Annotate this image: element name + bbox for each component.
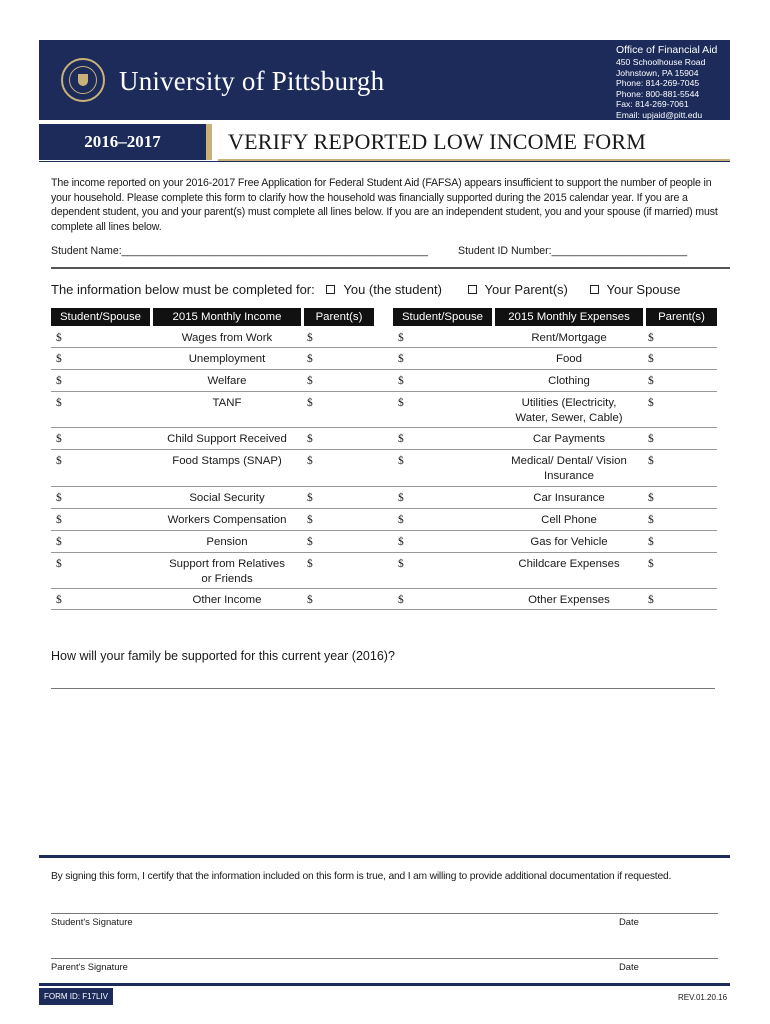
income-label: Food Stamps (SNAP) <box>172 455 282 467</box>
student-expense-field[interactable]: $ <box>398 492 404 504</box>
office-fax: Fax: 814-269-7061 <box>616 99 689 110</box>
revision: REV.01.20.16 <box>678 993 728 1002</box>
student-income-field[interactable]: $ <box>56 455 62 467</box>
student-expense-field[interactable]: $ <box>398 514 404 526</box>
parent-expense-field[interactable]: $ <box>648 594 654 606</box>
expense-label: Cell Phone <box>541 514 597 526</box>
office-address-1: 450 Schoolhouse Road <box>616 57 706 67</box>
student-income-field[interactable]: $ <box>56 332 62 344</box>
income-label: Wages from Work <box>181 332 273 344</box>
table-row <box>51 531 717 553</box>
parent-signature-line[interactable] <box>51 958 718 959</box>
student-expense-field[interactable]: $ <box>398 397 404 409</box>
office-email: Email: upjaid@pitt.edu <box>616 109 703 120</box>
signature-divider <box>39 855 730 858</box>
header-monthly-income: 2015 Monthly Income <box>153 308 301 326</box>
student-expense-field[interactable]: $ <box>398 375 404 387</box>
parent-expense-field[interactable]: $ <box>648 397 654 409</box>
option-spouse[interactable]: Your Spouse <box>590 282 681 297</box>
income-label: Unemployment <box>188 353 266 365</box>
parent-income-field[interactable]: $ <box>307 375 313 387</box>
student-income-field[interactable]: $ <box>56 433 62 445</box>
checkbox-parents[interactable] <box>468 285 477 294</box>
expense-label: Rent/Mortgage <box>531 332 607 344</box>
parent-income-field[interactable]: $ <box>307 558 313 570</box>
student-expense-field[interactable]: $ <box>398 558 404 570</box>
expense-label: Gas for Vehicle <box>530 536 608 548</box>
parent-signature-label: Parent's Signature <box>51 961 128 972</box>
office-title: Office of Financial Aid <box>616 44 718 56</box>
student-expense-field[interactable]: $ <box>398 332 404 344</box>
student-name-field[interactable]: Student Name:____________________________________________________ <box>51 245 429 257</box>
student-income-field[interactable]: $ <box>56 353 62 365</box>
table-row <box>51 487 717 509</box>
table-row <box>51 509 717 531</box>
option-student[interactable]: You (the student) <box>326 282 442 297</box>
parent-expense-field[interactable]: $ <box>648 558 654 570</box>
form-id: FORM ID: F17LIV <box>39 988 113 1005</box>
table-row <box>51 348 717 370</box>
student-income-field[interactable]: $ <box>56 375 62 387</box>
parent-expense-field[interactable]: $ <box>648 514 654 526</box>
header-monthly-expenses: 2015 Monthly Expenses <box>495 308 643 326</box>
parent-expense-field[interactable]: $ <box>648 332 654 344</box>
footer-rule <box>39 983 730 986</box>
header-parents-expenses: Parent(s) <box>646 308 717 326</box>
office-phone-2: Phone: 800-881-5544 <box>616 88 700 99</box>
title-rule <box>39 161 730 162</box>
parent-expense-field[interactable]: $ <box>648 455 654 467</box>
student-income-field[interactable]: $ <box>56 536 62 548</box>
table-row <box>51 327 717 348</box>
student-income-field[interactable]: $ <box>56 492 62 504</box>
expense-label: Car Payments <box>532 433 606 445</box>
student-expense-field[interactable]: $ <box>398 594 404 606</box>
expense-label: Utilities (Electricity, Water, Sewer, Cable) <box>515 397 623 424</box>
student-income-field[interactable]: $ <box>56 397 62 409</box>
expense-label: Clothing <box>548 375 590 387</box>
header-student-spouse-expenses: Student/Spouse <box>393 308 492 326</box>
parent-income-field[interactable]: $ <box>307 433 313 445</box>
student-expense-field[interactable]: $ <box>398 353 404 365</box>
office-phone-1: Phone: 814-269-7045 <box>616 78 700 89</box>
student-expense-field[interactable]: $ <box>398 536 404 548</box>
office-contact <box>616 44 717 121</box>
answer-line[interactable] <box>51 688 715 689</box>
table-row <box>51 392 717 428</box>
income-label: Other Income <box>192 594 262 606</box>
university-seal-icon <box>61 58 105 102</box>
header-parents-income: Parent(s) <box>304 308 374 326</box>
header-student-spouse-income: Student/Spouse <box>51 308 150 326</box>
student-signature-label: Student's Signature <box>51 916 133 927</box>
income-label: Workers Compensation <box>167 514 287 526</box>
parent-expense-field[interactable]: $ <box>648 492 654 504</box>
expense-label: Food <box>556 353 582 365</box>
section-divider <box>51 267 730 269</box>
student-income-field[interactable]: $ <box>56 558 62 570</box>
table-row <box>51 589 717 610</box>
support-question: How will your family be supported for this current year (2016)? <box>51 649 395 663</box>
student-income-field[interactable]: $ <box>56 594 62 606</box>
income-label: Support from Relatives or Friends <box>169 558 285 585</box>
parent-income-field[interactable]: $ <box>307 397 313 409</box>
expense-label: Medical/ Dental/ Vision Insurance <box>511 455 627 482</box>
table-row <box>51 428 717 450</box>
table-row <box>51 450 717 487</box>
certification-text: By signing this form, I certify that the information included on this form is true, and I am willing to provide additional documentation if requested. <box>51 871 672 882</box>
parent-expense-field[interactable]: $ <box>648 375 654 387</box>
table-row <box>51 553 717 589</box>
income-label: TANF <box>212 397 242 409</box>
office-address-2: Johnstown, PA 15904 <box>616 67 699 78</box>
table-row <box>51 370 717 392</box>
parent-income-field[interactable]: $ <box>307 353 313 365</box>
form-year: 2016–2017 <box>39 124 212 160</box>
student-expense-field[interactable]: $ <box>398 455 404 467</box>
expense-label: Car Insurance <box>533 492 605 504</box>
student-id-field[interactable]: Student ID Number:_______________________ <box>458 245 688 257</box>
header-banner <box>39 40 730 120</box>
parent-expense-field[interactable]: $ <box>648 433 654 445</box>
student-income-field[interactable]: $ <box>56 514 62 526</box>
income-label: Pension <box>206 536 248 548</box>
completion-lead: The information below must be completed for: <box>51 282 315 297</box>
expense-label: Childcare Expenses <box>518 558 620 570</box>
parent-date-label: Date <box>619 961 639 972</box>
parent-expense-field[interactable]: $ <box>648 536 654 548</box>
parent-income-field[interactable]: $ <box>307 332 313 344</box>
form-title: VERIFY REPORTED LOW INCOME FORM <box>228 129 647 154</box>
checkbox-student[interactable] <box>326 285 335 294</box>
student-date-label: Date <box>619 916 639 927</box>
parent-income-field[interactable]: $ <box>307 514 313 526</box>
income-label: Social Security <box>189 492 265 504</box>
intro-paragraph: The income reported on your 2016-2017 Free Application for Federal Student Aid (FAFSA) appears insufficient to support the number of people in your household. Please complete this form to clarify how the household was financially supported during the 2015 calendar year. If you are a dependent student, you and your parent(s) must complete all lines below. If you are an independent student, you and your spouse (if married) must complete all lines below. <box>51 177 718 233</box>
parent-income-field[interactable]: $ <box>307 492 313 504</box>
parent-expense-field[interactable]: $ <box>648 353 654 365</box>
parent-income-field[interactable]: $ <box>307 455 313 467</box>
university-name: University of Pittsburgh <box>119 66 385 96</box>
completion-options <box>51 282 681 297</box>
student-signature-line[interactable] <box>51 913 718 914</box>
parent-income-field[interactable]: $ <box>307 594 313 606</box>
expense-label: Other Expenses <box>528 594 610 606</box>
checkbox-spouse[interactable] <box>590 285 599 294</box>
income-label: Child Support Received <box>167 433 287 445</box>
income-label: Welfare <box>207 375 247 387</box>
parent-income-field[interactable]: $ <box>307 536 313 548</box>
student-expense-field[interactable]: $ <box>398 433 404 445</box>
option-parents[interactable]: Your Parent(s) <box>468 282 568 297</box>
